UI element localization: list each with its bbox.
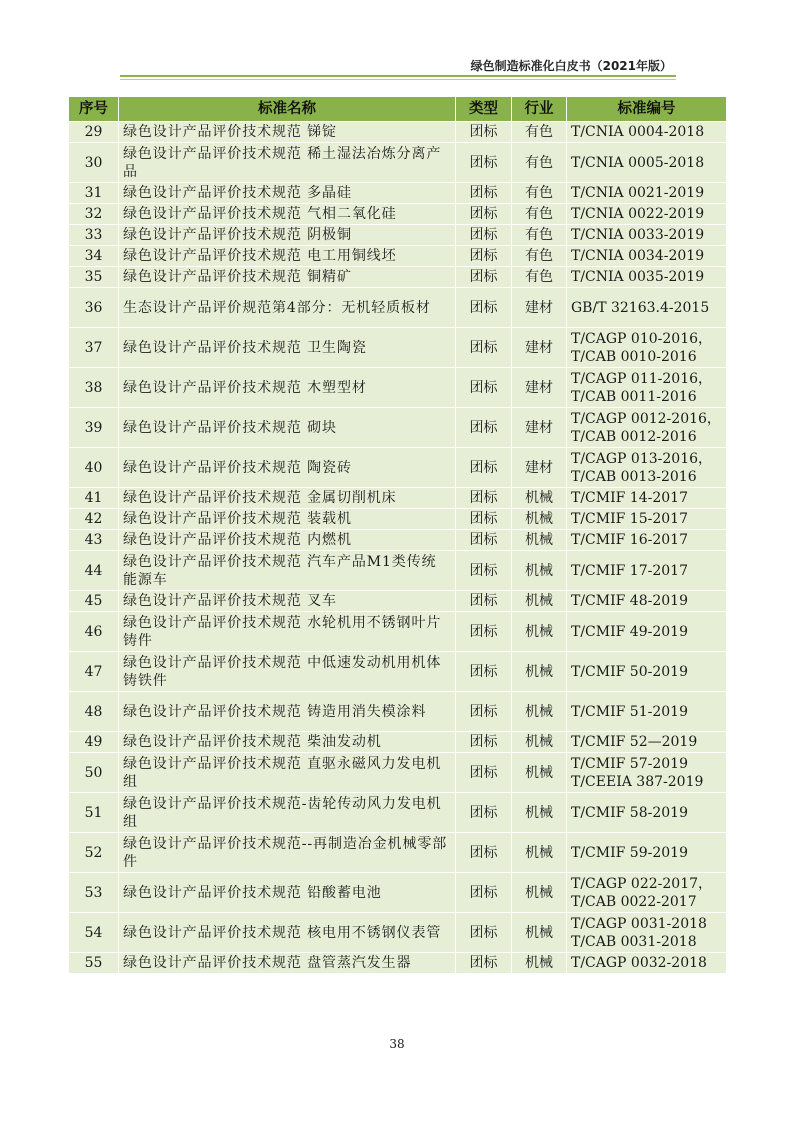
standard-type-cell: 团标 [456,488,512,509]
standard-code-line: T/CNIA 0034-2019 [571,248,705,264]
standard-code-cell [567,509,727,530]
standard-code-line: T/CMIF 50-2019 [571,663,688,680]
standard-code-line: T/CMIF 51-2019 [571,703,688,720]
standard-name-cell: 生态设计产品评价规范第4部分：无机轻质板材 [119,288,456,328]
standard-name-cell: 绿色设计产品评价技术规范 多晶硅 [119,183,456,204]
standard-code-cell [567,732,727,753]
standard-name-cell: 绿色设计产品评价技术规范 柴油发动机 [119,732,456,753]
standard-code-line: T/CAB 0013-2016 [571,468,697,485]
standard-code-line: T/CMIF 57-2019 [571,755,688,772]
standard-type-cell: 团标 [456,183,512,204]
industry-cell: 机械 [512,551,567,591]
standard-code-line: T/CAGP 0031-2018 [571,915,707,932]
standard-code-line: GB/T 32163.4-2015 [571,299,710,316]
standard-type-cell: 团标 [456,873,512,913]
industry-cell: 有色 [512,267,567,288]
table-row [69,183,727,204]
industry-cell: 建材 [512,328,567,368]
standard-type-cell: 团标 [456,833,512,873]
standard-code-line: T/CAB 0031-2018 [571,933,697,950]
standard-name-cell: 绿色设计产品评价技术规范 气相二氧化硅 [119,204,456,225]
standard-code-line: T/CNIA 0005-2018 [571,154,705,171]
standard-code-cell [567,793,727,833]
standard-code-cell [567,591,727,612]
row-number-cell: 43 [69,530,119,551]
standard-code-cell [567,953,727,974]
standard-name-cell: 绿色设计产品评价技术规范 陶瓷砖 [119,448,456,488]
standard-type-cell: 团标 [456,551,512,591]
standard-code-line: T/CNIA 0021-2019 [571,185,705,201]
standard-code-cell [567,873,727,913]
standard-code-line: T/CAB 0011-2016 [571,388,697,405]
standard-name-cell: 绿色设计产品评价技术规范 木塑型材 [119,368,456,408]
header-rule-thin [120,79,676,80]
standard-type-cell: 团标 [456,408,512,448]
row-number-cell: 48 [69,692,119,732]
row-number-cell: 35 [69,267,119,288]
industry-cell: 机械 [512,530,567,551]
standard-code-cell [567,753,727,793]
standard-name-cell: 绿色设计产品评价技术规范 铅酸蓄电池 [119,873,456,913]
standard-code-line: T/CAGP 0032-2018 [571,955,707,971]
standard-name-cell: 绿色设计产品评价技术规范-齿轮传动风力发电机组 [119,793,456,833]
table-row [69,448,727,488]
row-number-cell: 46 [69,612,119,652]
standard-name-cell: 绿色设计产品评价技术规范 水轮机用不锈钢叶片铸件 [119,612,456,652]
standard-code-line: T/CAGP 013-2016， [571,450,713,467]
column-header-name: 标准名称 [119,97,456,122]
standard-type-cell: 团标 [456,448,512,488]
row-number-cell: 44 [69,551,119,591]
standard-code-line: T/CAB 0022-2017 [571,893,697,910]
standard-type-cell: 团标 [456,328,512,368]
header-rule [120,75,676,77]
table-row [69,488,727,509]
industry-cell: 有色 [512,246,567,267]
standard-code-line: T/CAB 0010-2016 [571,348,697,365]
standard-code-cell [567,328,727,368]
standard-code-line: T/CAB 0012-2016 [571,428,697,445]
standard-type-cell: 团标 [456,591,512,612]
row-number-cell: 41 [69,488,119,509]
row-number-cell: 29 [69,122,119,143]
standard-code-cell [567,448,727,488]
table-row [69,873,727,913]
table-row [69,368,727,408]
standard-code-line: T/CNIA 0004-2018 [571,124,705,140]
standard-code-line: T/CMIF 48-2019 [571,593,688,609]
standard-name-cell: 绿色设计产品评价技术规范 砌块 [119,408,456,448]
table-row [69,225,727,246]
table-row [69,267,727,288]
standard-type-cell: 团标 [456,692,512,732]
industry-cell: 机械 [512,652,567,692]
table-row [69,753,727,793]
standard-code-cell [567,530,727,551]
table-row [69,328,727,368]
table-row [69,143,727,183]
standard-name-cell: 绿色设计产品评价技术规范 核电用不锈钢仪表管 [119,913,456,953]
standard-code-line: T/CAGP 010-2016， [571,330,713,347]
standard-code-cell [567,488,727,509]
table-row [69,913,727,953]
row-number-cell: 50 [69,753,119,793]
standard-code-cell [567,225,727,246]
industry-cell: 机械 [512,488,567,509]
industry-cell: 建材 [512,408,567,448]
standard-code-line: T/CMIF 16-2017 [571,532,688,548]
industry-cell: 机械 [512,732,567,753]
standard-code-cell [567,368,727,408]
standard-code-cell [567,913,727,953]
standard-code-line: T/CMIF 17-2017 [571,562,688,579]
standard-code-cell [567,183,727,204]
industry-cell: 机械 [512,793,567,833]
standard-code-cell [567,692,727,732]
document-header-title: 绿色制造标准化白皮书（2021年版） [470,59,672,73]
standard-code-cell [567,204,727,225]
standard-type-cell: 团标 [456,225,512,246]
industry-cell: 有色 [512,143,567,183]
standard-type-cell: 团标 [456,246,512,267]
standard-code-line: T/CNIA 0035-2019 [571,269,705,285]
industry-cell: 机械 [512,953,567,974]
row-number-cell: 39 [69,408,119,448]
table-row [69,530,727,551]
standard-type-cell: 团标 [456,122,512,143]
standard-code-line: T/CEEIA 387-2019 [571,773,704,790]
row-number-cell: 54 [69,913,119,953]
standard-name-cell: 绿色设计产品评价技术规范 锑锭 [119,122,456,143]
standard-name-cell: 绿色设计产品评价技术规范 盘管蒸汽发生器 [119,953,456,974]
standard-code-cell [567,612,727,652]
standard-name-cell: 绿色设计产品评价技术规范 汽车产品M1类传统能源车 [119,551,456,591]
table-row [69,509,727,530]
standard-code-cell [567,246,727,267]
standard-name-cell: 绿色设计产品评价技术规范 金属切削机床 [119,488,456,509]
row-number-cell: 38 [69,368,119,408]
standard-name-cell: 绿色设计产品评价技术规范 中低速发动机用机体铸铁件 [119,652,456,692]
standard-name-cell: 绿色设计产品评价技术规范 阴极铜 [119,225,456,246]
industry-cell: 建材 [512,368,567,408]
industry-cell: 机械 [512,913,567,953]
standard-name-cell: 绿色设计产品评价技术规范 内燃机 [119,530,456,551]
row-number-cell: 36 [69,288,119,328]
standard-name-cell: 绿色设计产品评价技术规范 电工用铜线坯 [119,246,456,267]
row-number-cell: 32 [69,204,119,225]
standard-code-cell [567,551,727,591]
row-number-cell: 51 [69,793,119,833]
row-number-cell: 55 [69,953,119,974]
industry-cell: 建材 [512,288,567,328]
standard-type-cell: 团标 [456,732,512,753]
table-row [69,732,727,753]
industry-cell: 有色 [512,122,567,143]
column-header-number: 序号 [69,97,119,122]
row-number-cell: 40 [69,448,119,488]
industry-cell: 机械 [512,873,567,913]
standards-table [68,96,727,974]
table-row [69,652,727,692]
table-row [69,953,727,974]
industry-cell: 机械 [512,833,567,873]
standard-type-cell: 团标 [456,368,512,408]
table-row [69,793,727,833]
standard-type-cell: 团标 [456,288,512,328]
standard-name-cell: 绿色设计产品评价技术规范 叉车 [119,591,456,612]
table-row [69,692,727,732]
industry-cell: 机械 [512,591,567,612]
standard-type-cell: 团标 [456,753,512,793]
standard-name-cell: 绿色设计产品评价技术规范 铜精矿 [119,267,456,288]
industry-cell: 机械 [512,692,567,732]
industry-cell: 有色 [512,183,567,204]
standard-type-cell: 团标 [456,913,512,953]
standard-code-cell [567,652,727,692]
standard-code-line: T/CAGP 022-2017， [571,875,713,892]
standard-type-cell: 团标 [456,953,512,974]
table-row [69,246,727,267]
column-header-code: 标准编号 [567,97,727,122]
row-number-cell: 47 [69,652,119,692]
standard-name-cell: 绿色设计产品评价技术规范 卫生陶瓷 [119,328,456,368]
industry-cell: 有色 [512,225,567,246]
table-header-row [69,97,727,122]
table-row [69,833,727,873]
industry-cell: 有色 [512,204,567,225]
standard-type-cell: 团标 [456,793,512,833]
row-number-cell: 30 [69,143,119,183]
standard-code-line: T/CNIA 0022-2019 [571,206,705,222]
standard-code-line: T/CMIF 49-2019 [571,623,688,640]
standard-code-line: T/CMIF 59-2019 [571,844,688,861]
row-number-cell: 33 [69,225,119,246]
standard-type-cell: 团标 [456,509,512,530]
standard-code-line: T/CMIF 58-2019 [571,804,688,821]
table-row [69,612,727,652]
industry-cell: 建材 [512,448,567,488]
table-row [69,551,727,591]
standard-code-cell [567,143,727,183]
row-number-cell: 45 [69,591,119,612]
table-row [69,288,727,328]
standard-code-cell [567,833,727,873]
standard-code-line: T/CMIF 15-2017 [571,511,688,527]
row-number-cell: 53 [69,873,119,913]
table-row [69,204,727,225]
standard-code-line: T/CMIF 14-2017 [571,490,688,506]
table-body [69,122,727,974]
table-row [69,591,727,612]
standard-code-cell [567,288,727,328]
row-number-cell: 31 [69,183,119,204]
row-number-cell: 42 [69,509,119,530]
standard-type-cell: 团标 [456,267,512,288]
standard-type-cell: 团标 [456,143,512,183]
standard-code-cell [567,267,727,288]
table-row [69,122,727,143]
standard-code-cell [567,408,727,448]
standard-code-cell [567,122,727,143]
standard-type-cell: 团标 [456,652,512,692]
industry-cell: 机械 [512,509,567,530]
row-number-cell: 37 [69,328,119,368]
standard-name-cell: 绿色设计产品评价技术规范 直驱永磁风力发电机组 [119,753,456,793]
standard-code-line: T/CAGP 0012-2016， [571,410,721,427]
standard-name-cell: 绿色设计产品评价技术规范--再制造冶金机械零部件 [119,833,456,873]
standard-name-cell: 绿色设计产品评价技术规范 铸造用消失模涂料 [119,692,456,732]
column-header-industry: 行业 [512,97,567,122]
standard-type-cell: 团标 [456,204,512,225]
standard-type-cell: 团标 [456,530,512,551]
standard-name-cell: 绿色设计产品评价技术规范 装载机 [119,509,456,530]
row-number-cell: 34 [69,246,119,267]
industry-cell: 机械 [512,753,567,793]
column-header-type: 类型 [456,97,512,122]
standard-code-line: T/CMIF 52—2019 [571,734,698,750]
standard-type-cell: 团标 [456,612,512,652]
row-number-cell: 49 [69,732,119,753]
standard-code-line: T/CAGP 011-2016， [571,370,713,387]
standard-code-line: T/CNIA 0033-2019 [571,227,705,243]
standard-name-cell: 绿色设计产品评价技术规范 稀土湿法冶炼分离产品 [119,143,456,183]
industry-cell: 机械 [512,612,567,652]
row-number-cell: 52 [69,833,119,873]
table-row [69,408,727,448]
page-number: 38 [389,1037,405,1051]
